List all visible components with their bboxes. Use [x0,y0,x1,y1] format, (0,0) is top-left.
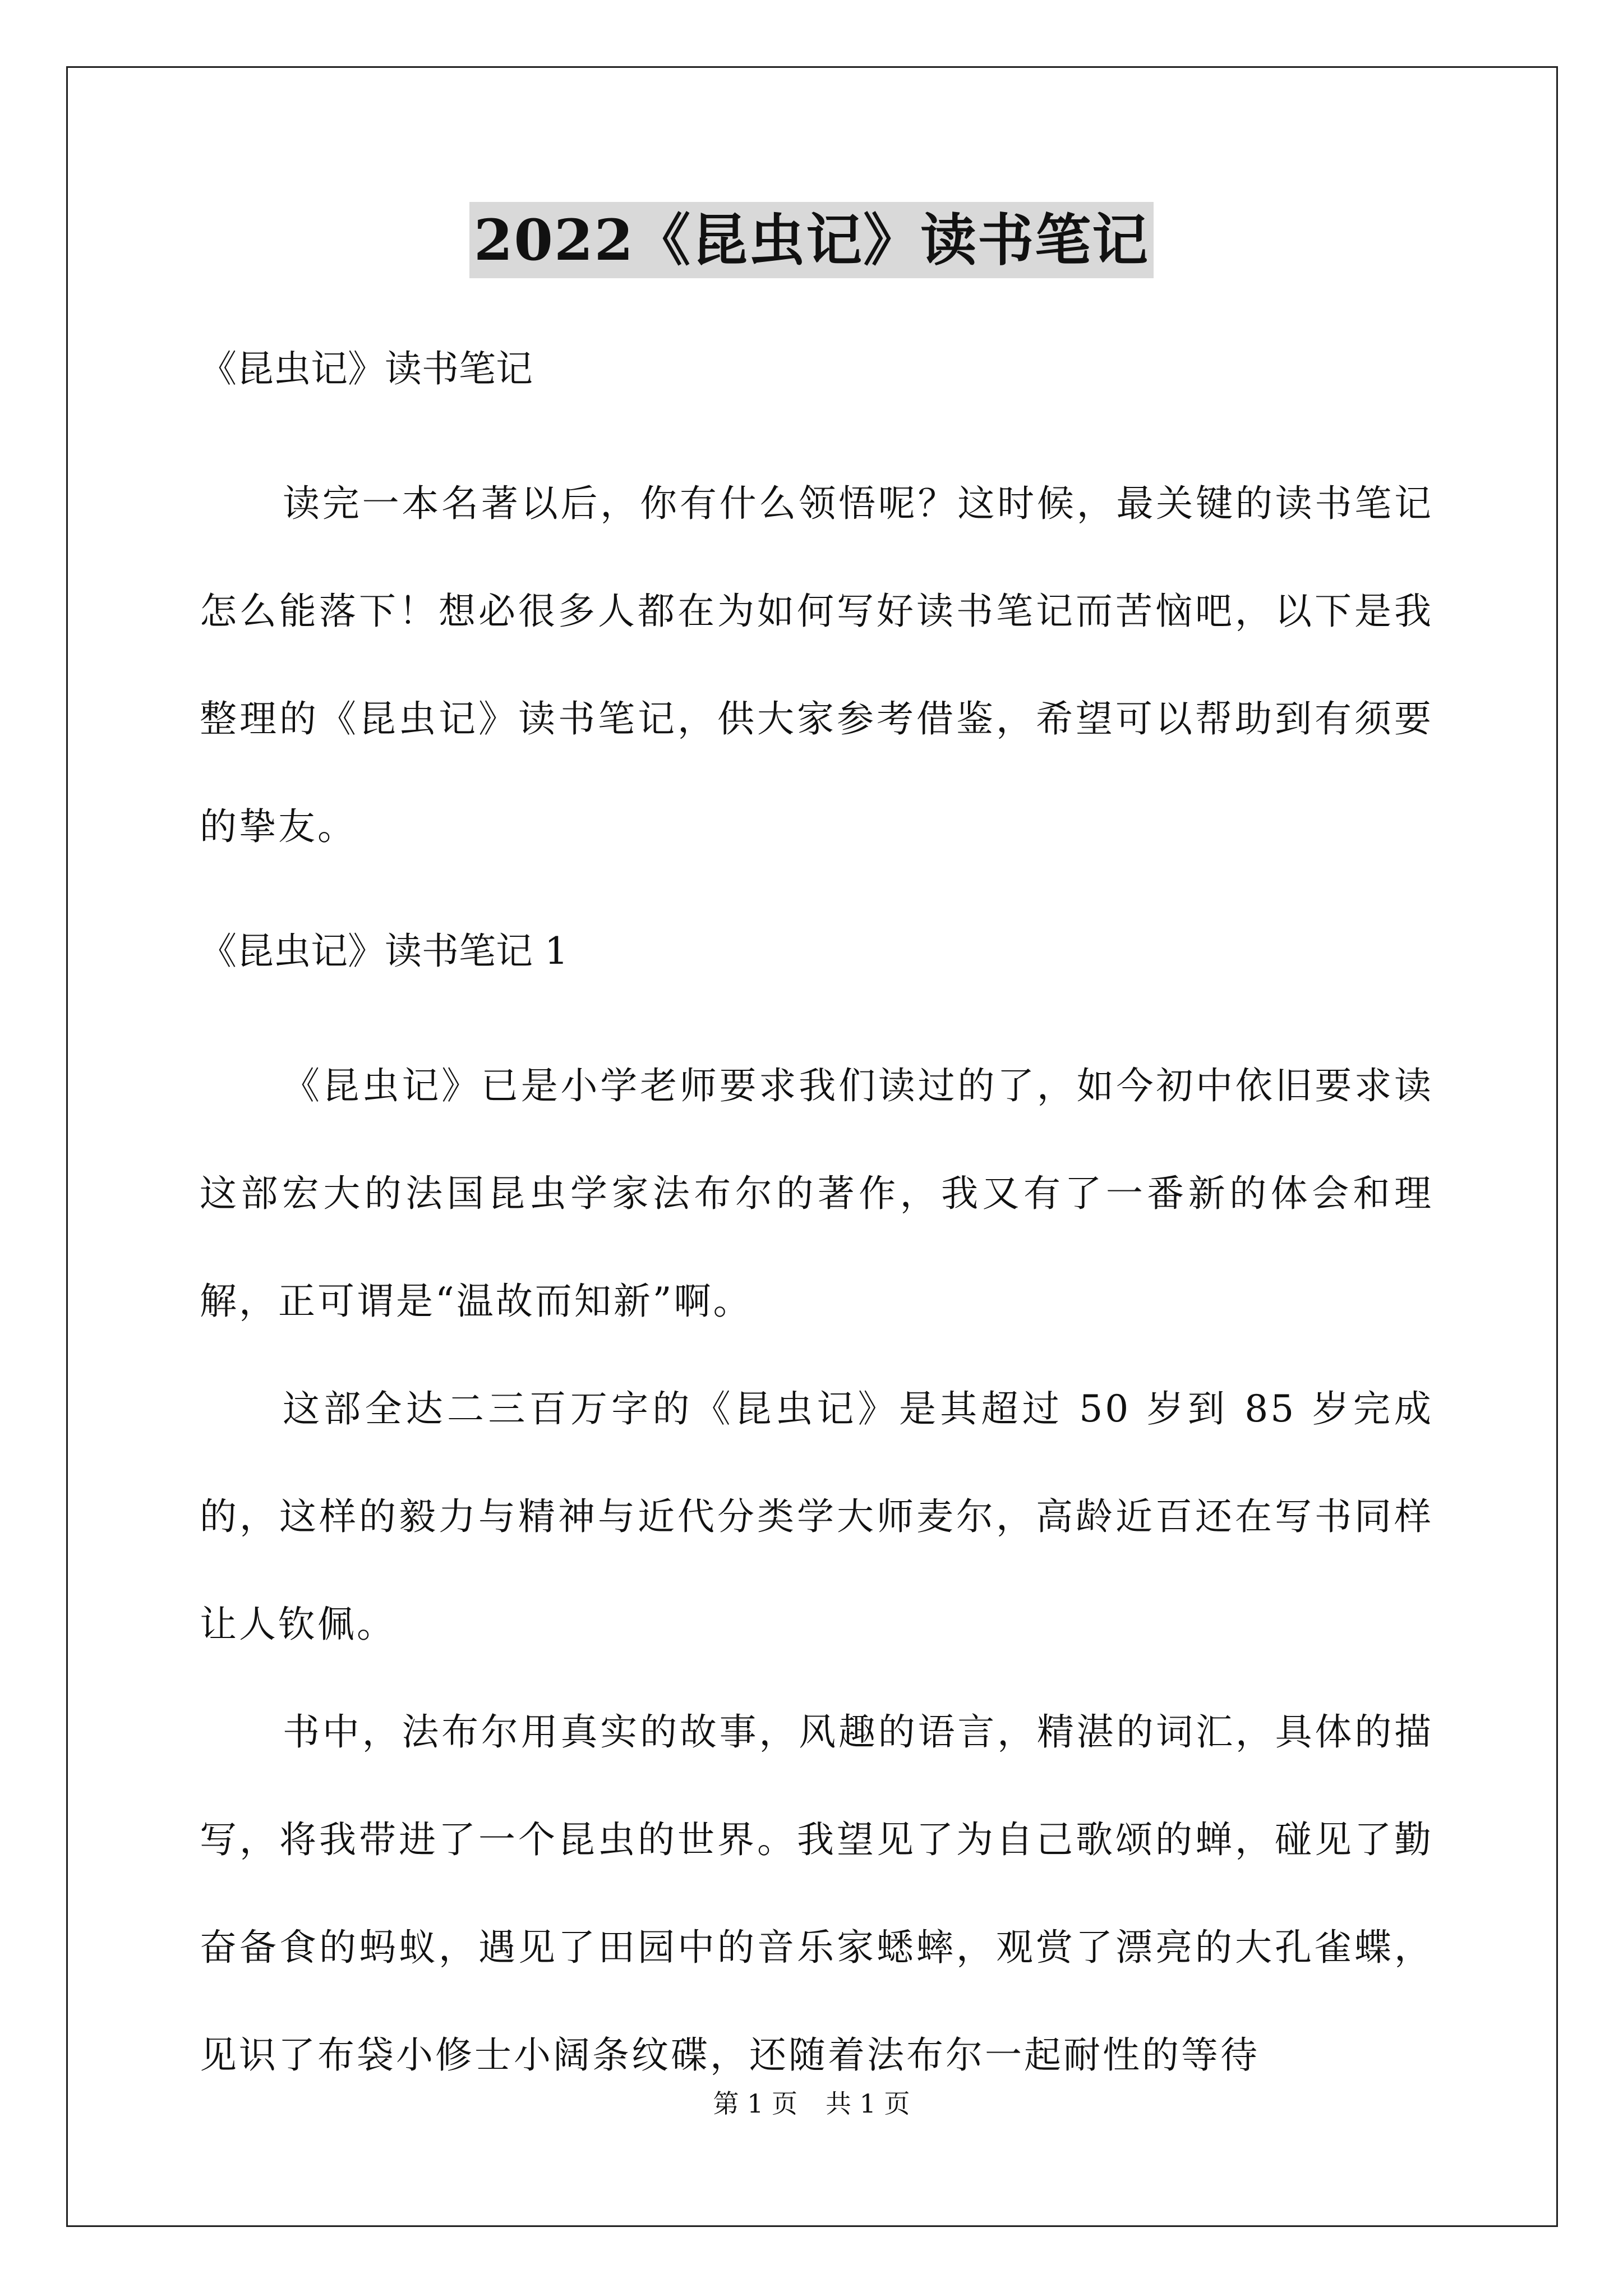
document-title: 2022《昆虫记》读书笔记 [469,202,1154,278]
page-total: 共 1 页 [826,2088,910,2119]
document-body [200,303,1433,2109]
body-paragraph-3: 书中，法布尔用真实的故事，风趣的语言，精湛的词汇，具体的描写，将我带进了一个昆虫的世界。我望见了为自己歌颂的蝉，碰见了勤奋备食的蚂蚁，遇见了田园中的音乐家蟋蟀，观赏了漂亮的大孔雀蝶，见识了布袋小修士小阔条纹碟，还随着法布尔一起耐性的等待 [200,1710,1433,2077]
page-number: 第 1 页 [713,2088,797,2119]
body-paragraph-2: 这部全达二三百万字的《昆虫记》是其超过 50 岁到 85 岁完成的，这样的毅力与精神与近代分类学大师麦尔，高龄近百还在写书同样让人钦佩。 [200,1387,1433,1646]
document-title-wrap [0,202,1623,278]
document-subtitle: 《昆虫记》读书笔记 [200,347,533,390]
page-footer [0,2087,1623,2120]
section-heading: 《昆虫记》读书笔记 1 [200,930,568,973]
intro-paragraph: 读完一本名著以后，你有什么领悟呢？这时候，最关键的读书笔记怎么能落下！想必很多人都在为如何写好读书笔记而苦恼吧，以下是我整理的《昆虫记》读书笔记，供大家参考借鉴，希望可以帮助到有须要的挚友。 [200,482,1433,848]
body-paragraph-1: 《昆虫记》已是小学老师要求我们读过的了，如今初中依旧要求读这部宏大的法国昆虫学家法布尔的著作，我又有了一番新的体会和理解，正可谓是“温故而知新”啊。 [200,1064,1433,1323]
